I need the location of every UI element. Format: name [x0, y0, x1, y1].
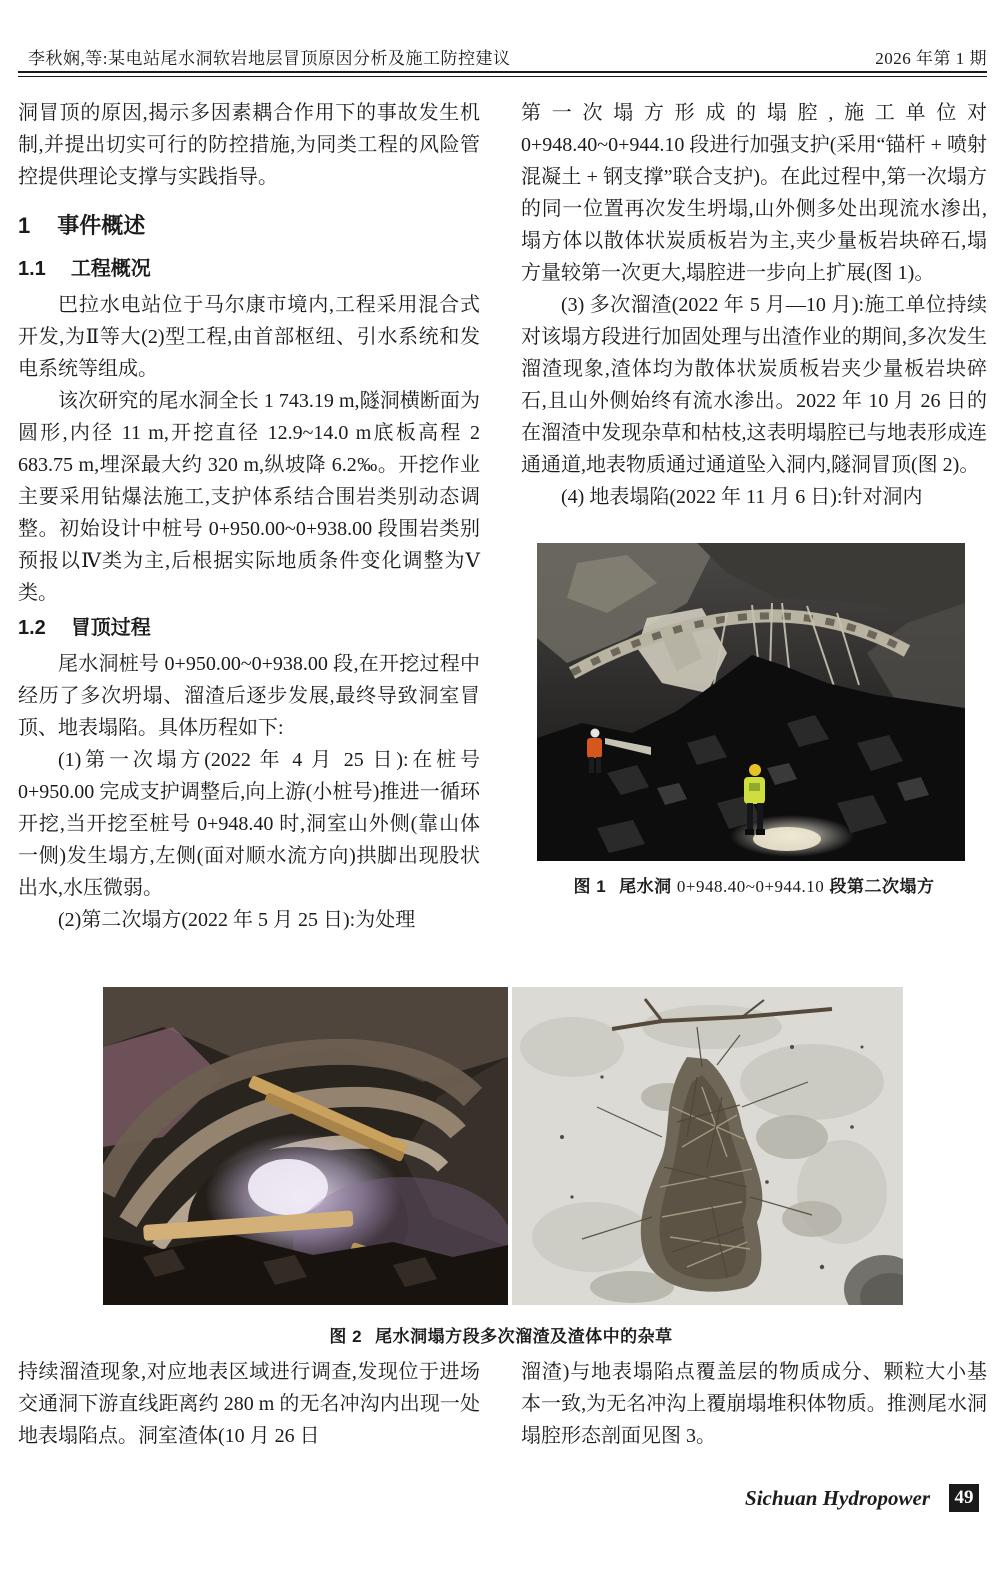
figure1: [537, 543, 965, 861]
figure1-tunnel-second-collapse-photo: [537, 543, 965, 861]
section-heading-1-2: [18, 613, 480, 643]
figure2-tunnel-slag-photo: [103, 987, 508, 1305]
figure2: [103, 987, 903, 1305]
paragraph-second-collapse-continuation: 第一次塌方形成的塌腔,施工单位对 0+948.40~0+944.10 段进行加强支护(采用“锚杆 + 喷射混凝土 + 钢支撑”联合支护)。在此过程中,第一次塌方的同一位置再次发生坍塌,山外侧多处出现流水渗出,塌方体以散体状炭质板岩为主,夹少量板岩块碎石,塌方量较第一次更大,塌腔进一步向上扩展(图 1)。: [521, 102, 987, 284]
figure1-caption-post: 段第二次塌方: [824, 877, 935, 896]
paragraph-project-overview-1: 巴拉水电站位于马尔康市境内,工程采用混合式开发,为Ⅱ等大(2)型工程,由首部枢纽、引水系统和发电系统等组成。: [18, 294, 480, 380]
paragraph-first-collapse: (1)第一次塌方(2022 年 4 月 25 日):在桩号 0+950.00 完成支护调整后,向上游(小桩号)推进一循环开挖,当开挖至桩号 0+948.40 时,洞室山外侧(靠山体一侧)发生塌方,左侧(面对顺水流方向)拱脚出现股状出水,水压微弱。: [18, 749, 480, 899]
paragraph-surface-investigation: 持续溜渣现象,对应地表区域进行调查,发现位于进场交通洞下游直线距离约 280 m 的无名冲沟内出现一处地表塌陷点。洞室渣体(10 月 26 日: [18, 1361, 480, 1447]
figure1-caption-pre: 尾水洞: [619, 877, 677, 896]
page-number-badge: 49: [949, 1484, 979, 1512]
section-number: 1.1: [18, 258, 46, 280]
bottom-left-column: [18, 1356, 480, 1452]
section-number: 1: [18, 213, 31, 238]
figure1-caption: [521, 876, 987, 898]
section-title: 事件概述: [57, 213, 146, 238]
bottom-right-column: [521, 1356, 987, 1452]
figure2-caption-label: 图 2: [329, 1327, 363, 1346]
running-title: 李秋娴,等:某电站尾水洞软岩地层冒顶原因分析及施工防控建议: [28, 49, 511, 68]
page-header: [28, 44, 987, 69]
paragraph-collapse-process: 尾水洞桩号 0+950.00~0+938.00 段,在开挖过程中经历了多次坍塌、溜渣后逐步发展,最终导致洞室冒顶、地表塌陷。具体历程如下:: [18, 653, 480, 739]
figure1-caption-label: 图 1: [573, 877, 607, 896]
section-title: 冒顶过程: [70, 617, 151, 639]
paragraph-intro-continuation: 洞冒顶的原因,揭示多因素耦合作用下的事故发生机制,并提出切实可行的防控措施,为同类工程的风险管控提供理论支撑与实践指导。: [18, 102, 480, 188]
figure2-weeds-in-slag-photo: [512, 987, 903, 1305]
figure2-caption-text: 尾水洞塌方段多次溜渣及渣体中的杂草: [375, 1327, 673, 1346]
right-column: [521, 97, 987, 898]
left-column: [18, 97, 480, 936]
figure1-caption-stake-numbers: 0+948.40~0+944.10: [676, 877, 825, 896]
section-heading-1: [18, 211, 480, 241]
journal-name: Sichuan Hydropower: [745, 1485, 930, 1510]
page-footer: [745, 1484, 979, 1512]
paragraph-second-collapse-start: (2)第二次塌方(2022 年 5 月 25 日):为处理: [58, 909, 416, 931]
header-double-rule: [18, 71, 987, 77]
paragraph-multiple-slag-slides: (3) 多次溜渣(2022 年 5 月—10 月):施工单位持续对该塌方段进行加固处理与出渣作业的期间,多次发生溜渣现象,渣体均为散体状炭质板岩夹少量板岩块碎石,且山外侧始终有流水渗出。2022 年 10 月 26 日的在溜渣中发现杂草和枯枝,这表明塌腔已与地表形成连通通道,地表物质通过通道坠入洞内,隧洞冒顶(图 2)。: [521, 294, 987, 476]
figure2-caption: [0, 1326, 1002, 1348]
paragraph-surface-subsidence-start: (4) 地表塌陷(2022 年 11 月 6 日):针对洞内: [561, 486, 923, 508]
paragraph-project-overview-2: 该次研究的尾水洞全长 1 743.19 m,隧洞横断面为圆形,内径 11 m,开挖直径 12.9~14.0 m底板高程 2 683.75 m,埋深最大约 320 m,纵坡降 6.2‰。开挖作业主要采用钻爆法施工,支护体系结合围岩类别动态调整。初始设计中桩号 0+950.00~0+938.00 段围岩类别预报以Ⅳ类为主,后根据实际地质条件变化调整为Ⅴ类。: [18, 390, 480, 604]
issue-label: 2026 年第 1 期: [875, 49, 987, 68]
section-number: 1.2: [18, 617, 46, 639]
section-heading-1-1: [18, 254, 480, 284]
paragraph-material-comparison: 溜渣)与地表塌陷点覆盖层的物质成分、颗粒大小基本一致,为无名冲沟上覆崩塌堆积体物质。推测尾水洞塌腔形态剖面见图 3。: [521, 1361, 987, 1447]
section-title: 工程概况: [70, 258, 151, 280]
